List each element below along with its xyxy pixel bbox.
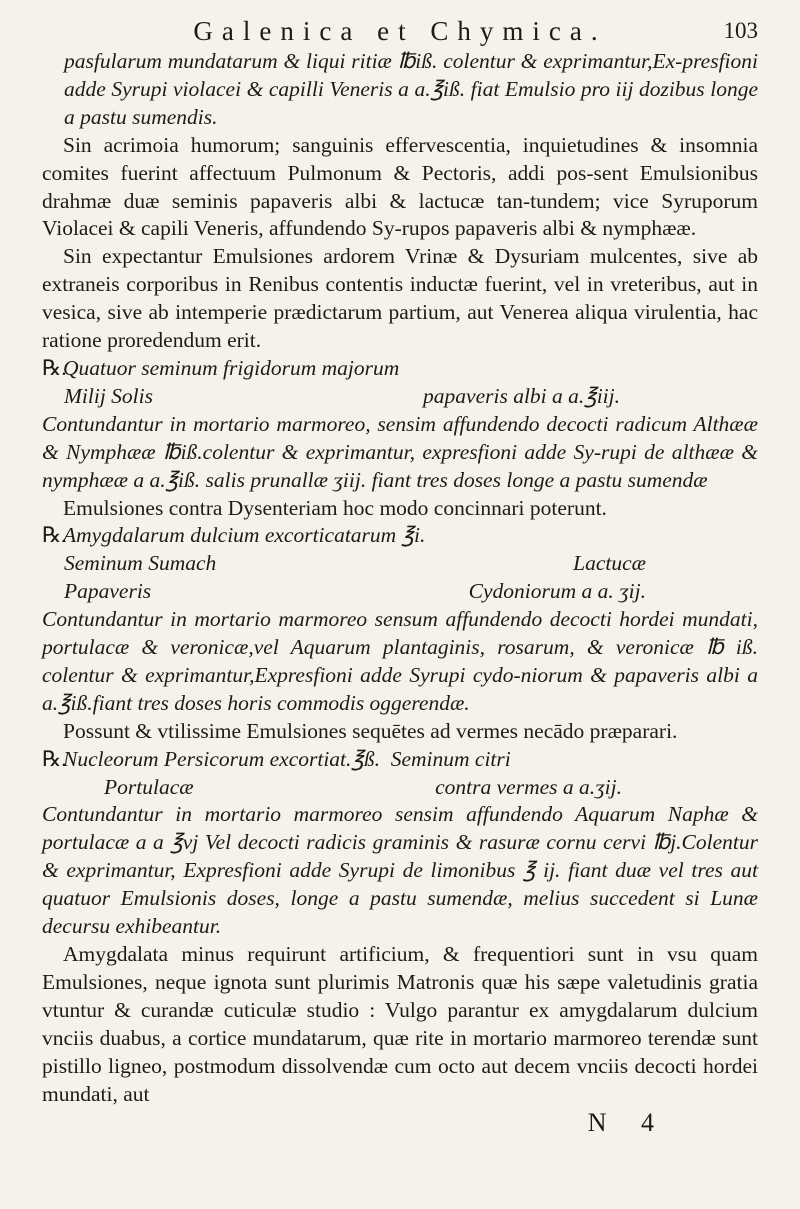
ingredient-left: Milij Solis — [64, 383, 153, 408]
recipe-instructions: Contundantur in mortario marmoreo, sensim affundendo decocti radicum Althææ & Nymphææ ℔iß.colentur & exprimantur, expresfioni adde Sy-rupi de althææ & nymphææ a a.℥iß. salis prunallæ ʒiij. fiant tres doses longe a pastu sumendæ — [42, 411, 758, 492]
page-number: 103 — [723, 18, 758, 43]
ingredient-right: papaveris albi a a.℥iij. — [423, 383, 620, 408]
recipe-second-ingredient: Seminum citri — [390, 746, 511, 771]
recipe-ingredient-row — [42, 550, 758, 578]
recipe-instructions: Contundantur in mortario marmoreo sensum affundendo decocti hordei mundati, portulacæ & veronicæ,vel Aquarum plantaginis, rosarum, & veronicæ ℔ iß. colentur & exprimantur,Expresfioni adde Syrupi cydo-niorum & papaveris albi a a.℥iß.fiant tres doses horis commodis oggerendæ. — [42, 607, 758, 715]
recipe-vermes — [42, 746, 758, 941]
running-head — [42, 14, 758, 48]
paragraph-dysentery: Emulsiones contra Dysenteriam hoc modo concinnari poterunt. — [63, 495, 607, 520]
paragraph-acrimony: Sin acrimoia humorum; sanguinis effervescentia, inquietudines & insomnia comites fuerint affectuum Pulmonum & Pectoris, addi pos-sent Emulsionibus drahmæ duæ seminis papaveris albi & lactucæ tan-tundem; vice Syruporum Violacei & capili Veneris, affundendo Sy-rupos papaveris albi & nymphææ. — [42, 132, 758, 241]
recipe-ingredient-row — [42, 578, 758, 606]
recipe-symbol: ℞. — [42, 746, 67, 771]
recipe-instructions: Contundantur in mortario marmoreo sensim affundendo Aquarum Naphæ & portulacæ a a ℥vj Vel decocti radicis graminis & rasuræ cornu cervi ℔j.Colentur & exprimantur, Expresfioni adde Syrupi de limonibus ℥ ij. fiant duæ vel tres aut quatuor Emulsionis doses, longe a pastu sumendæ, melius succedent si Lunæ decursu exhibeantur. — [42, 802, 758, 939]
recipe-line — [42, 355, 758, 383]
running-title: Galenica et Chymica. — [193, 16, 607, 46]
ingredient-left: Seminum Sumach — [64, 551, 217, 576]
recipe-symbol: ℞. — [42, 355, 67, 380]
recipe-cold-seeds — [42, 355, 758, 495]
recipe-first-ingredient: Nucleorum Persicorum excortiat.℥ß. — [63, 746, 380, 771]
ingredient-right: Lactucæ — [573, 551, 646, 576]
ingredient-left: Papaveris — [64, 579, 152, 604]
recipe-first-ingredient: Quatuor seminum frigidorum majorum — [63, 355, 400, 380]
recipe-line — [42, 522, 758, 550]
recipe-symbol: ℞. — [42, 523, 67, 548]
recipe-line — [42, 746, 758, 774]
ingredient-left: Portulacæ — [104, 774, 194, 799]
paragraph-amygdalata: Amygdalata minus requirunt artificium, & frequentiori sunt in vsu quam Emulsiones, neque ignota sunt plurimis Matronis quæ his sæpe valetudinis gratia vtuntur & curandæ cuticulæ studio : Vulgo parantur ex amygdalarum dulcium vnciis duabus, a cortice mundatarum, quæ rite in mortario marmoreo terendæ sunt pistillo ligneo, postmodum dissolvendæ cum octo aut decem vnciis decocti hordei mundati, aut — [42, 942, 758, 1106]
paragraph-urine: Sin expectantur Emulsiones ardorem Vrinæ & Dysuriam mulcentes, sive ab extraneis corporibus in Renibus contentis inductæ fuerint, vel in vreteribus, aut in vesica, sive ab intemperie prædictarum partium, aut Venerea aliqua virulentia, hac ratione proredendum erit. — [42, 244, 758, 353]
recipe-ingredient-row — [42, 383, 758, 411]
paragraph-vermes: Possunt & vtilissime Emulsiones sequētes ad vermes necādo præparari. — [63, 718, 678, 743]
recipe-dysentery — [42, 522, 758, 717]
signature-mark: N 4 — [587, 1108, 668, 1138]
ingredient-right: Cydoniorum a a. ʒij. — [468, 579, 646, 604]
recipe-ingredient-row — [42, 774, 758, 802]
ingredient-right: contra vermes a a.ʒij. — [435, 774, 622, 799]
continued-recipe-text: pasfularum mundatarum & liqui ritiæ ℔iß. colentur & exprimantur,Ex-presfioni adde Syrupi violacei & capilli Veneris a a.℥iß. fiat Emulsio pro iij dozibus longe a pastu sumendis. — [64, 49, 758, 129]
body-text — [42, 48, 758, 1108]
recipe-first-ingredient: Amygdalarum dulcium excorticatarum ℥i. — [63, 523, 426, 548]
